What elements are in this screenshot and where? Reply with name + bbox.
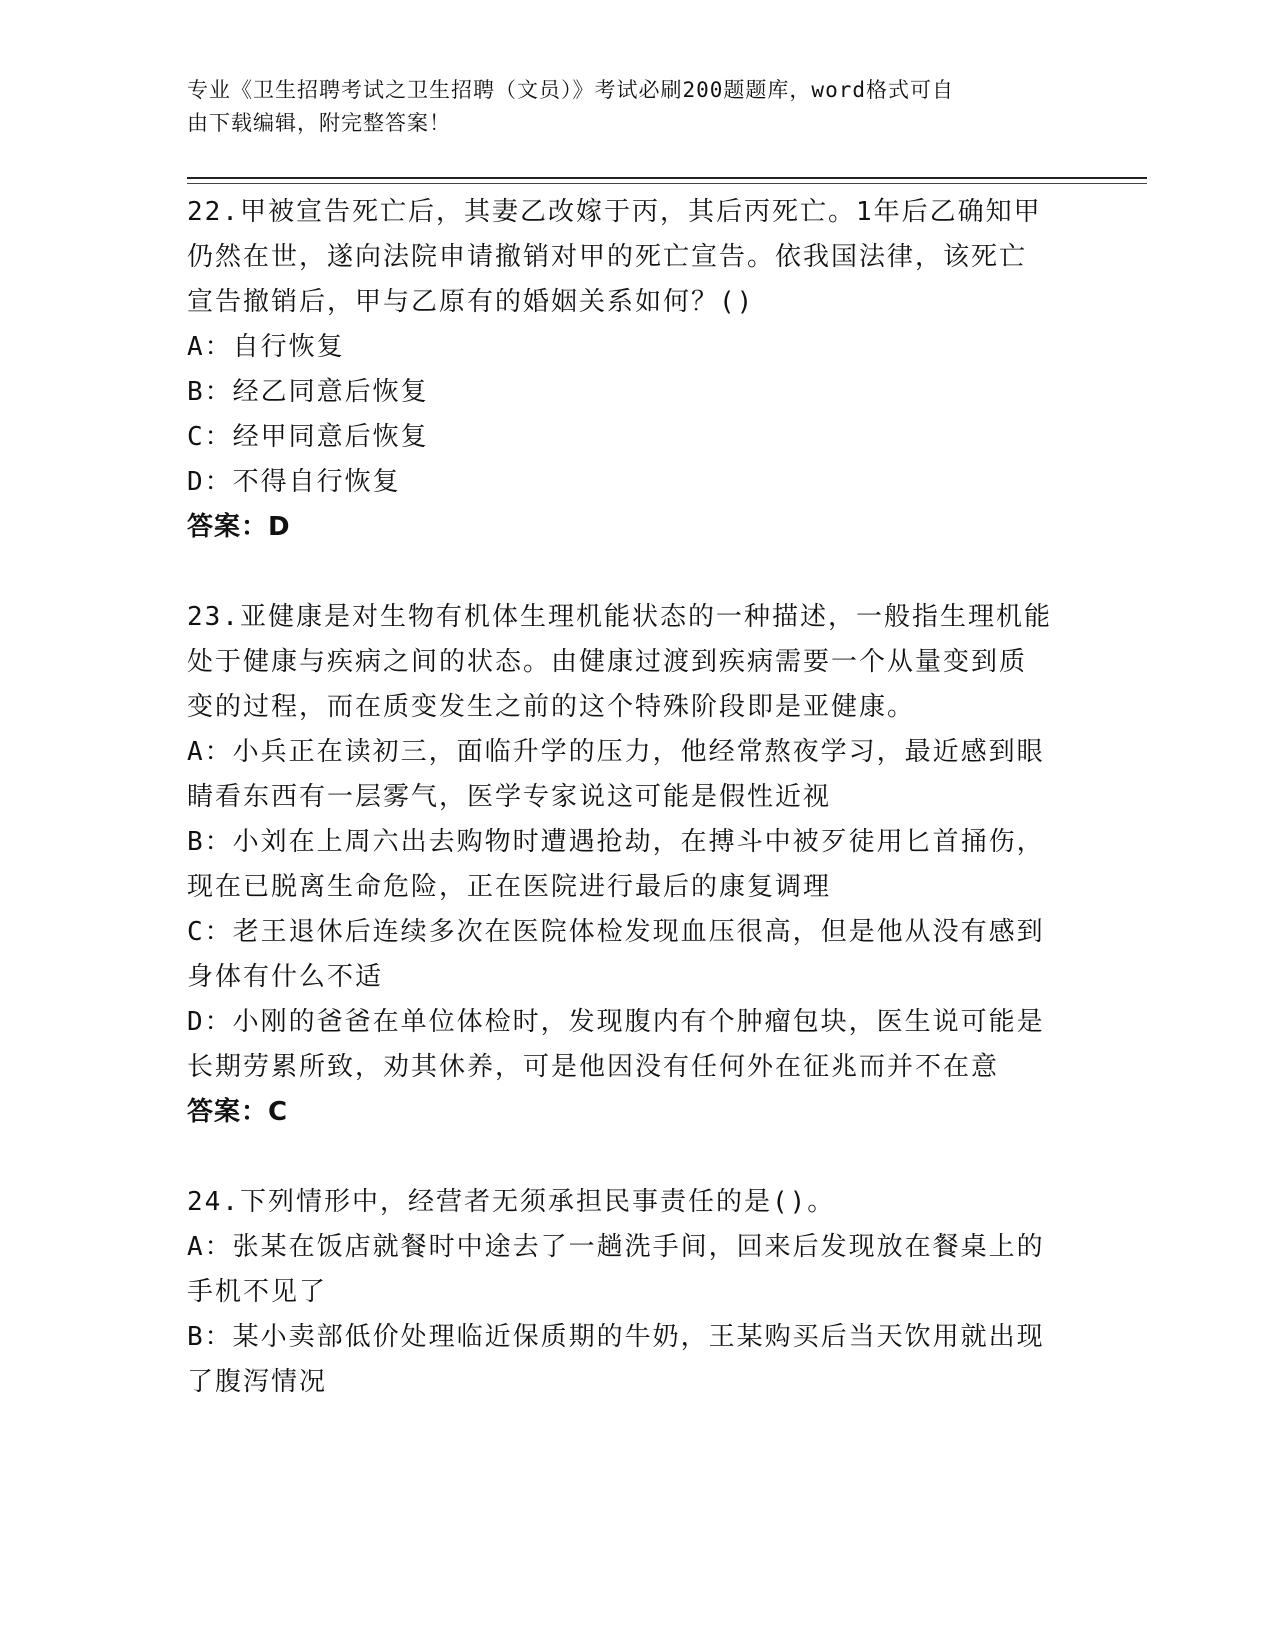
header-line-1: 专业《卫生招聘考试之卫生招聘（文员）》考试必刷200题题库，word格式可自 [187, 78, 954, 102]
question-list [187, 190, 1087, 1405]
option-a: A：张某在饭店就餐时中途去了一趟洗手间，回来后发现放在餐桌上的 [187, 1232, 1045, 1262]
option-c-continued: 身体有什么不适 [187, 962, 384, 992]
option-b-continued: 现在已脱离生命危险，正在医院进行最后的康复调理 [187, 872, 832, 902]
option-d-continued: 长期劳累所致，劝其休养，可是他因没有任何外在征兆而并不在意 [187, 1052, 1000, 1082]
option-b: B：经乙同意后恢复 [187, 377, 429, 407]
option-b: B：某小卖部低价处理临近保质期的牛奶，王某购买后当天饮用就出现 [187, 1322, 1045, 1352]
option-d: D：不得自行恢复 [187, 467, 401, 497]
question-stem-line: 24.下列情形中，经营者无须承担民事责任的是()。 [187, 1187, 836, 1217]
question-22 [187, 190, 1087, 550]
question-stem-line: 22.甲被宣告死亡后，其妻乙改嫁于丙，其后丙死亡。1年后乙确知甲 [187, 197, 1042, 227]
option-a: A：自行恢复 [187, 332, 345, 362]
question-stem-line: 23.亚健康是对生物有机体生理机能状态的一种描述，一般指生理机能 [187, 602, 1052, 632]
question-23 [187, 595, 1087, 1135]
option-c: C：老王退休后连续多次在医院体检发现血压很高，但是他从没有感到 [187, 917, 1045, 947]
header-divider-thin [187, 183, 1147, 184]
question-stem-line: 宣告撤销后，甲与乙原有的婚姻关系如何？() [187, 287, 755, 317]
option-c: C：经甲同意后恢复 [187, 422, 429, 452]
question-stem-line: 处于健康与疾病之间的状态。由健康过渡到疾病需要一个从量变到质 [187, 647, 1028, 677]
option-a-continued: 手机不见了 [187, 1277, 328, 1307]
question-stem-line: 仍然在世，遂向法院申请撤销对甲的死亡宣告。依我国法律，该死亡 [187, 242, 1028, 272]
option-b: B：小刘在上周六出去购物时遭遇抢劫，在搏斗中被歹徒用匕首捅伤， [187, 827, 1045, 857]
option-a: A：小兵正在读初三，面临升学的压力，他经常熬夜学习，最近感到眼 [187, 737, 1045, 767]
question-24 [187, 1180, 1087, 1405]
option-b-continued: 了腹泻情况 [187, 1367, 328, 1397]
answer-label: 答案：D [187, 512, 291, 542]
document-header [187, 74, 1067, 140]
option-d: D：小刚的爸爸在单位体检时，发现腹内有个肿瘤包块，医生说可能是 [187, 1007, 1045, 1037]
header-line-2: 由下载编辑，附完整答案！ [187, 111, 451, 135]
header-divider-thick [187, 177, 1147, 179]
answer-label: 答案：C [187, 1097, 289, 1127]
question-stem-line: 变的过程，而在质变发生之前的这个特殊阶段即是亚健康。 [187, 692, 916, 722]
option-a-continued: 睛看东西有一层雾气，医学专家说这可能是假性近视 [187, 782, 832, 812]
